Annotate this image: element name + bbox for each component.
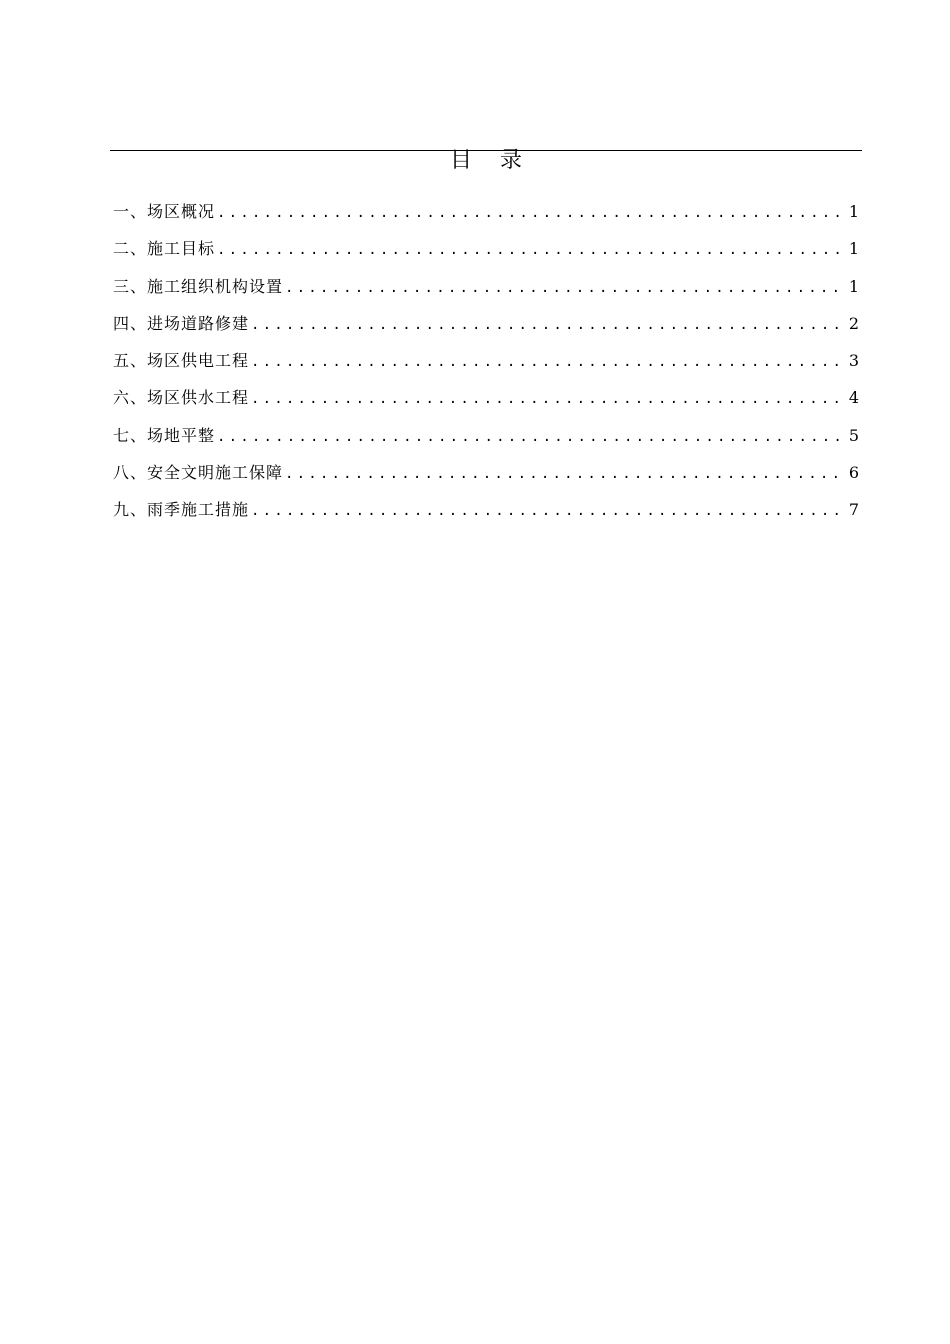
dot-leader bbox=[251, 387, 843, 411]
toc-entry-3[interactable] bbox=[113, 275, 859, 312]
toc-entry-2[interactable] bbox=[113, 237, 859, 274]
toc-entry-label: 一、场区概况 bbox=[113, 202, 216, 221]
toc-entry-8[interactable] bbox=[113, 461, 859, 498]
toc-title-char-1: 目 bbox=[449, 148, 472, 173]
toc-entry-label: 四、进场道路修建 bbox=[113, 313, 250, 333]
toc-entry-page: 1 bbox=[848, 239, 859, 259]
dot-leader bbox=[285, 276, 843, 300]
toc-entry-label: 八、安全文明施工保障 bbox=[113, 463, 284, 483]
toc-entry-page: 1 bbox=[848, 276, 859, 296]
toc-entry-page: 6 bbox=[848, 463, 859, 483]
toc-entry-label: 五、场区供电工程 bbox=[113, 351, 250, 371]
toc-entry-4[interactable] bbox=[113, 312, 859, 349]
dot-leader bbox=[285, 462, 843, 486]
dot-leader bbox=[251, 350, 843, 374]
toc-entry-7[interactable] bbox=[113, 424, 859, 461]
toc-entry-page: 5 bbox=[848, 425, 859, 445]
toc-entry-label: 二、施工目标 bbox=[113, 239, 216, 259]
dot-leader bbox=[217, 201, 843, 225]
toc-entry-6[interactable] bbox=[113, 386, 859, 423]
dot-leader bbox=[217, 238, 843, 262]
toc-entry-label: 七、场地平整 bbox=[113, 425, 216, 445]
dot-leader bbox=[251, 313, 843, 337]
dot-leader bbox=[251, 499, 843, 523]
toc-entry-page: 1 bbox=[848, 202, 859, 221]
toc-entry-page: 4 bbox=[848, 388, 859, 408]
toc-title bbox=[110, 146, 862, 176]
dot-leader bbox=[217, 425, 843, 449]
toc-entry-9[interactable] bbox=[113, 498, 859, 535]
toc-entry-label: 六、场区供水工程 bbox=[113, 388, 250, 408]
toc-entry-label: 三、施工组织机构设置 bbox=[113, 276, 284, 296]
toc-title-char-2: 录 bbox=[500, 148, 523, 173]
toc-entry-page: 7 bbox=[848, 500, 859, 520]
toc-entry-1[interactable] bbox=[113, 200, 859, 237]
toc-entry-page: 2 bbox=[848, 313, 859, 333]
toc-entry-5[interactable] bbox=[113, 349, 859, 386]
toc-entry-label: 九、雨季施工措施 bbox=[113, 500, 250, 520]
toc-list bbox=[113, 200, 859, 536]
toc-entry-page: 3 bbox=[848, 351, 859, 371]
